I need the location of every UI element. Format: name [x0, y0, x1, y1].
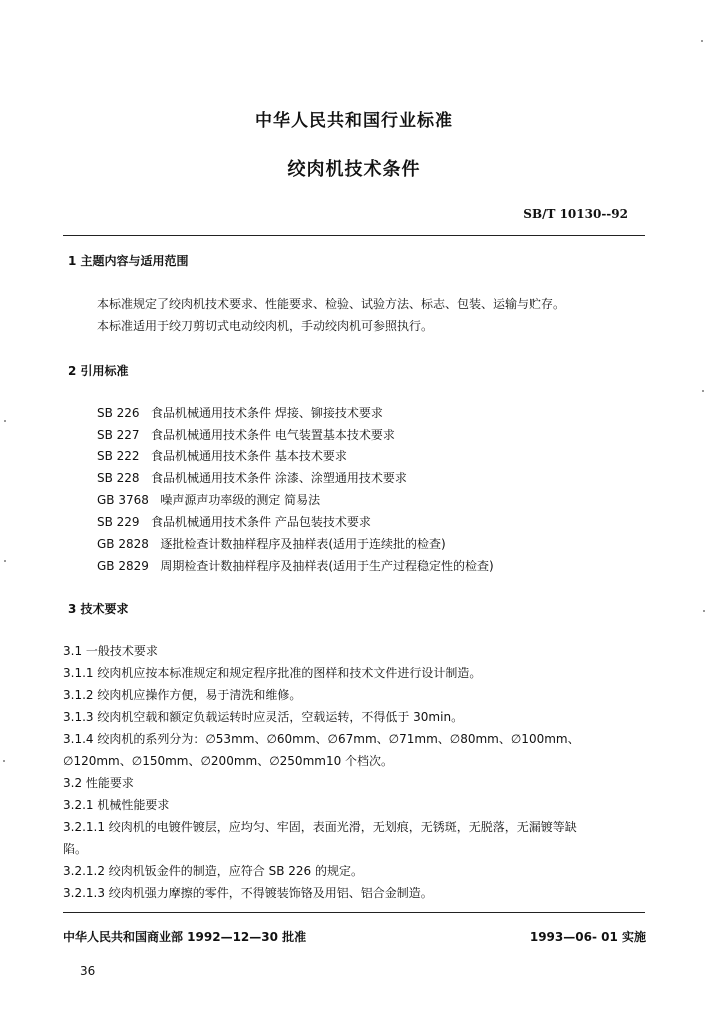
reference-title: 食品机械通用技术条件 电气装置基本技术要求	[151, 428, 395, 442]
section-3-heading: 3 技术要求	[68, 602, 129, 616]
standard-code: SB/T 10130--92	[523, 207, 628, 221]
reference-title: 逐批检查计数抽样程序及抽样表(适用于连续批的检查)	[160, 537, 446, 551]
reference-title: 食品机械通用技术条件 产品包装技术要求	[151, 515, 371, 529]
reference-code: SB 228	[97, 471, 140, 485]
clause-3-1: 3.1 一般技术要求	[63, 644, 158, 658]
clause-3-2-1-1: 3.2.1.1 绞肉机的电镀件镀层，应均匀、牢固，表面光滑，无划痕，无锈斑，无脱落，无漏镀等缺	[63, 820, 577, 834]
approval-statement: 中华人民共和国商业部 1992—12—30 批准	[63, 930, 307, 944]
reference-code: SB 229	[97, 515, 140, 529]
effective-date: 1993—06- 01 实施	[529, 930, 646, 944]
clause-3-1-4-continued: ∅120mm、∅150mm、∅200mm、∅250mm10 个档次。	[63, 754, 394, 768]
section-1-heading: 1 主题内容与适用范围	[68, 254, 189, 268]
clause-3-2: 3.2 性能要求	[63, 776, 134, 790]
clause-3-2-1-2: 3.2.1.2 绞肉机钣金件的制造，应符合 SB 226 的规定。	[63, 864, 363, 878]
header-rule	[63, 235, 645, 236]
reference-item	[97, 404, 383, 421]
reference-code: SB 222	[97, 449, 140, 463]
reference-code: GB 2829	[97, 559, 149, 573]
reference-code: GB 3768	[97, 493, 149, 507]
reference-code: SB 226	[97, 406, 140, 420]
clause-3-2-1: 3.2.1 机械性能要求	[63, 798, 170, 812]
section-1-paragraph-2: 本标准适用于绞刀剪切式电动绞肉机，手动绞肉机可参照执行。	[97, 319, 434, 333]
reference-item	[97, 447, 347, 464]
reference-title: 周期检查计数抽样程序及抽样表(适用于生产过程稳定性的检查)	[160, 559, 494, 573]
reference-title: 食品机械通用技术条件 基本技术要求	[151, 449, 347, 463]
clause-3-1-3: 3.1.3 绞肉机空载和额定负载运转时应灵活，空载运转，不得低于 30min。	[63, 710, 464, 724]
section-2-heading: 2 引用标准	[68, 364, 129, 378]
reference-item	[97, 426, 395, 443]
reference-item	[97, 535, 446, 552]
reference-code: GB 2828	[97, 537, 149, 551]
reference-title: 噪声源声功率级的测定 简易法	[160, 493, 321, 507]
section-1-paragraph-1: 本标准规定了绞肉机技术要求、性能要求、检验、试验方法、标志、包装、运输与贮存。	[97, 297, 566, 311]
issuing-organization: 中华人民共和国行业标准	[255, 111, 453, 131]
reference-code: SB 227	[97, 428, 140, 442]
reference-title: 食品机械通用技术条件 涂漆、涂塑通用技术要求	[151, 471, 407, 485]
reference-item	[97, 513, 371, 530]
reference-title: 食品机械通用技术条件 焊接、铆接技术要求	[151, 406, 383, 420]
reference-item	[97, 557, 494, 574]
footer-rule	[63, 912, 645, 913]
page-number: 36	[80, 964, 96, 978]
clause-3-1-4: 3.1.4 绞肉机的系列分为：∅53mm、∅60mm、∅67mm、∅71mm、∅80mm、∅100mm、	[63, 732, 580, 746]
document-title: 绞肉机技术条件	[287, 159, 421, 180]
reference-item	[97, 491, 320, 508]
clause-3-1-1: 3.1.1 绞肉机应按本标准规定和规定程序批准的图样和技术文件进行设计制造。	[63, 666, 482, 680]
reference-item	[97, 469, 407, 486]
clause-3-2-1-1-continued: 陷。	[63, 842, 88, 856]
clause-3-1-2: 3.1.2 绞肉机应操作方便，易于清洗和维修。	[63, 688, 302, 702]
clause-3-2-1-3: 3.2.1.3 绞肉机强力摩擦的零件，不得镀装饰铬及用铝、铝合金制造。	[63, 886, 433, 900]
